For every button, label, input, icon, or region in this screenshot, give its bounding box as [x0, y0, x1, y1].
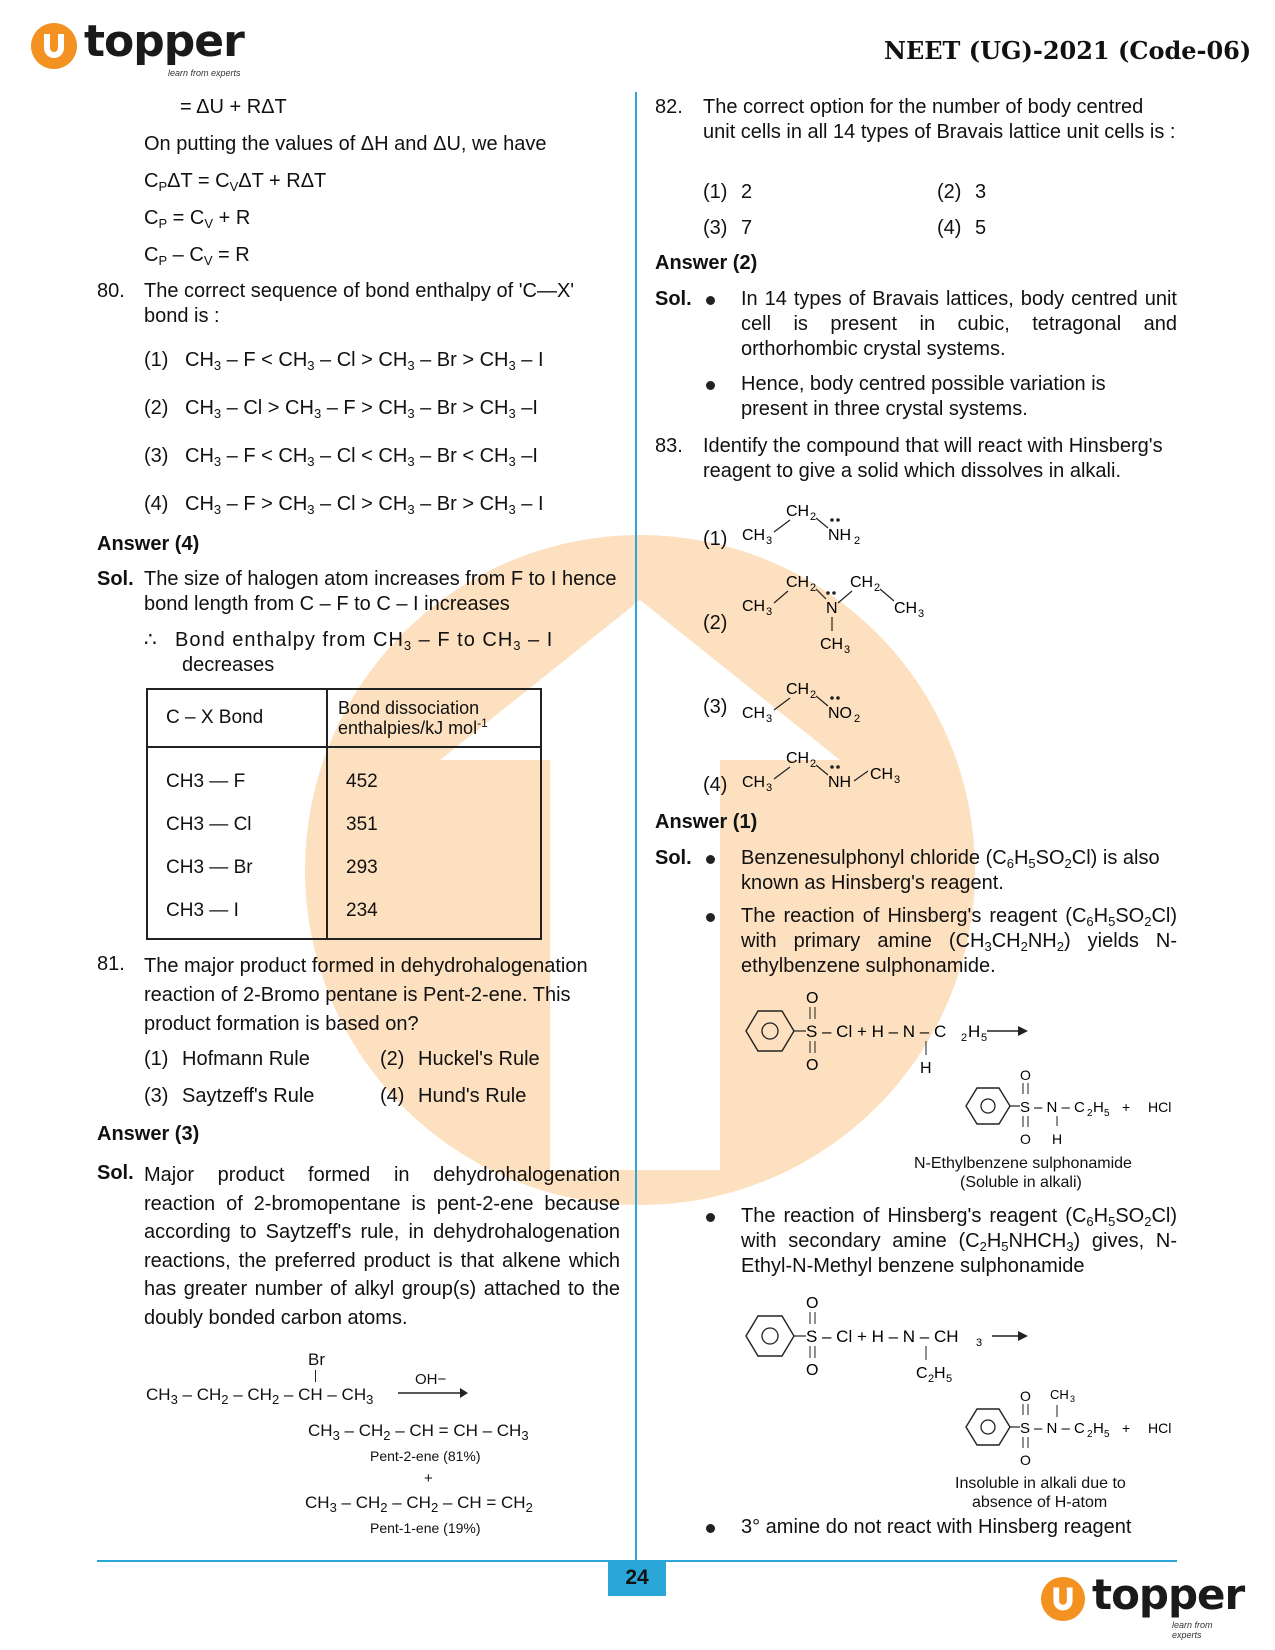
- svg-text:CH: CH: [786, 681, 810, 698]
- svg-text:H: H: [1093, 1420, 1104, 1437]
- q80-option-1-text: $CH_3 - F < CH_3 - Cl > CH_3 - Br > CH_3 - I$: [185, 349, 544, 373]
- q81-option-3-num: (3): [144, 1085, 169, 1107]
- svg-text:2: 2: [928, 1373, 935, 1385]
- hinsberg-product-2: [962, 1383, 1177, 1473]
- q82-number: 82.: [655, 96, 683, 118]
- table-header-enthalpy-text: Bond dissociation enthalpies/kJ mol: [338, 698, 480, 738]
- bond-enthalpy-table: [146, 688, 542, 940]
- svg-text:3: 3: [894, 774, 901, 786]
- table-row: [147, 846, 541, 889]
- topper-u-icon: [1040, 1576, 1086, 1622]
- q80-question: The correct sequence of bond enthalpy of 'C—X' bond is :: [144, 280, 575, 327]
- q83-option-4-num: (4): [703, 774, 728, 796]
- reaction-reagent: OH−: [415, 1371, 447, 1388]
- svg-text:H: H: [968, 1022, 981, 1041]
- table-value-cell: 293: [327, 846, 541, 889]
- q82-option-2-text: 3: [975, 181, 987, 203]
- structure-nitroethane: [738, 676, 878, 726]
- q82-question: The correct option for the number of body centred unit cells in all 14 types of Bravais lattice unit cells is :: [703, 96, 1176, 143]
- svg-text:2: 2: [1087, 1108, 1093, 1119]
- q82-bullet-1: In 14 types of Bravais lattices, body centred unit cell is present in cubic, tetragonal and orthorhombic crystal systems.: [741, 288, 1177, 360]
- svg-text:2: 2: [874, 582, 881, 594]
- svg-text:5: 5: [1104, 1108, 1110, 1119]
- exam-title: NEET (UG)-2021 (Code-06): [884, 36, 1252, 65]
- svg-text:2: 2: [810, 758, 817, 770]
- svg-text:2: 2: [810, 582, 817, 594]
- q81-answer: Answer (3): [97, 1123, 200, 1145]
- reaction-plus: +: [424, 1470, 433, 1487]
- q83-sol-label: Sol.: [655, 847, 692, 869]
- q80-sol-label: Sol.: [97, 568, 134, 590]
- q82-option-1-num: (1): [703, 181, 728, 203]
- q82-option-3-text: 7: [741, 217, 753, 239]
- svg-text:3: 3: [844, 644, 851, 655]
- q83-option-3-num: (3): [703, 696, 728, 718]
- q82-option-4-num: (4): [937, 217, 962, 239]
- q80-option-2-text: $CH_3 - Cl > CH_3 - F > CH_3 - Br > CH_3$ –I: [185, 397, 538, 421]
- product-2-note: absence of H-atom: [972, 1494, 1108, 1511]
- svg-text:C: C: [916, 1365, 928, 1382]
- svg-text:– N – C: – N – C: [1034, 1420, 1085, 1437]
- q83-option-1-num: (1): [703, 528, 728, 550]
- q80-sol-text: The size of halogen atom increases from F to I hence bond length from C – F to C – I increases: [144, 568, 617, 615]
- table-value-cell: 452: [327, 747, 541, 803]
- svg-text:3: 3: [766, 782, 773, 794]
- svg-text:HCl: HCl: [1148, 1099, 1172, 1115]
- q83-bullet-4-icon: [706, 1524, 715, 1533]
- q80-therefore: ∴: [144, 629, 157, 651]
- product-1-label: N-Ethylbenzene sulphonamide: [914, 1155, 1132, 1172]
- svg-text:CH: CH: [870, 766, 894, 783]
- svg-text:H: H: [934, 1365, 946, 1382]
- q81-number: 81.: [97, 953, 125, 975]
- svg-text:CH: CH: [1050, 1387, 1069, 1402]
- svg-text:2: 2: [854, 535, 861, 547]
- svg-text:CH: CH: [742, 705, 766, 722]
- table-bond-cell: CH3 — I: [166, 899, 239, 921]
- q81-sol-text: Major product formed in dehydrohalogenation reaction of 2-bromopentane is pent-2-ene because according to Saytzeff's rule, in dehydrohalogenation reactions, the preferred product is that alkene which has greater number of alkyl group(s) attached to the doubly bonded carbon atoms.: [144, 1164, 620, 1329]
- svg-text:S: S: [806, 1327, 818, 1346]
- q80-option-4-num: (4): [144, 493, 169, 515]
- q81-option-3-text: Saytzeff's Rule: [182, 1085, 315, 1107]
- svg-text:2: 2: [810, 511, 817, 523]
- reaction-product-1-label: Pent-2-ene (81%): [370, 1448, 481, 1464]
- svg-text:3: 3: [1070, 1394, 1076, 1404]
- q82-bullet-1-icon: [706, 296, 715, 305]
- q81-sol-label: Sol.: [97, 1162, 134, 1184]
- svg-text:+: +: [1122, 1420, 1131, 1436]
- table-bond-cell: CH3 — F: [166, 770, 246, 792]
- q83-bullet-4: 3° amine do not react with Hinsberg reagent: [741, 1516, 1132, 1538]
- q81-question: The major product formed in dehydrohalogenation reaction of 2-Bromo pentane is Pent-2-ene. This product formation is based on?: [144, 955, 588, 1035]
- svg-text:3: 3: [918, 608, 925, 620]
- column-divider: [635, 92, 637, 1572]
- q82-option-1-text: 2: [741, 181, 753, 203]
- q83-bullet-1: Benzenesulphonyl chloride $(C_6H_5SO_2Cl)$ is also known as Hinsberg's reagent.: [741, 847, 1160, 894]
- table-value-cell: 351: [327, 803, 541, 846]
- footer-tagline: learn from experts: [1172, 1620, 1213, 1640]
- svg-text:CH: CH: [786, 503, 810, 520]
- q80-option-3-text: $CH_3 - F < CH_3 - Cl < CH_3 - Br < CH_3$ –I: [185, 445, 538, 469]
- cont-line-1: = ΔU + RΔT: [180, 96, 287, 118]
- reaction-reactant: $CH_3 - CH_2 - CH_2$ – CH – $CH_3$: [146, 1385, 374, 1407]
- svg-text:S: S: [1020, 1420, 1031, 1437]
- q82-bullet-2: Hence, body centred possible variation is present in three crystal systems.: [741, 373, 1106, 420]
- product-2-label: Insoluble in alkali due to: [955, 1475, 1126, 1492]
- q83-bullet-3-icon: [706, 1213, 715, 1222]
- hinsberg-reaction-2: [742, 1290, 1032, 1385]
- q81-option-2-num: (2): [380, 1048, 405, 1070]
- equation-cp-cv-3: $C_P - C_V = R$: [144, 244, 250, 268]
- q80-option-1-num: (1): [144, 349, 169, 371]
- svg-text:+: +: [1122, 1099, 1131, 1115]
- svg-text:O: O: [1020, 1067, 1031, 1083]
- svg-text:.: .: [758, 1005, 759, 1006]
- q83-answer: Answer (1): [655, 811, 758, 833]
- structure-ethylamine: [738, 498, 878, 548]
- q83-bullet-3: The reaction of Hinsberg's reagent $(C_6H_5SO_2Cl)$ with secondary amine $(C_2H_5NHCH_3)$ gives, N-Ethyl-N-Methyl benzene sulphonamide: [741, 1205, 1178, 1277]
- svg-text:2: 2: [1087, 1429, 1093, 1440]
- table-header-row: [147, 689, 541, 747]
- q82-answer: Answer (2): [655, 252, 758, 274]
- svg-text:H: H: [1093, 1099, 1104, 1116]
- header-tagline: learn from experts: [168, 68, 241, 78]
- svg-text:5: 5: [946, 1373, 953, 1385]
- table-value-cell: 234: [327, 889, 541, 939]
- svg-text:5: 5: [981, 1032, 988, 1044]
- svg-text:O: O: [806, 1057, 819, 1074]
- svg-text:2: 2: [854, 713, 861, 725]
- svg-text:H: H: [1052, 1131, 1063, 1147]
- q83-number: 83.: [655, 435, 683, 457]
- table-header-enthalpy: Bond dissociation enthalpies/kJ mol$^{-1}$: [327, 689, 541, 747]
- svg-text:O: O: [1020, 1452, 1031, 1468]
- q82-option-3-num: (3): [703, 217, 728, 239]
- svg-text:O: O: [806, 1362, 819, 1379]
- topper-u-icon: [30, 22, 78, 70]
- footer-logo: [1040, 1570, 1245, 1640]
- table-header-bond: C – X Bond: [147, 689, 327, 747]
- svg-text:5: 5: [1104, 1429, 1110, 1440]
- svg-text:O: O: [806, 990, 819, 1007]
- cont-line-2: On putting the values of ΔH and ΔU, we have: [144, 133, 547, 155]
- svg-text:H: H: [920, 1060, 932, 1077]
- svg-text:O: O: [806, 1295, 819, 1312]
- q80-option-2-num: (2): [144, 397, 169, 419]
- reaction-arrow-icon: [398, 1387, 468, 1399]
- q80-answer: Answer (4): [97, 533, 200, 555]
- q81-option-4-text: Hund's Rule: [418, 1085, 527, 1107]
- svg-text:N: N: [826, 600, 838, 617]
- svg-text:CH: CH: [820, 636, 844, 653]
- page-number: 24: [608, 1560, 666, 1596]
- svg-text:2: 2: [961, 1032, 968, 1044]
- product-1-note: (Soluble in alkali): [960, 1174, 1082, 1191]
- q82-option-4-text: 5: [975, 217, 987, 239]
- svg-text:CH: CH: [742, 774, 766, 791]
- q82-bullet-2-icon: [706, 381, 715, 390]
- q80-sol-text-2: decreases: [182, 654, 275, 676]
- reaction-br-bond: [315, 1370, 316, 1382]
- table-bond-cell: CH3 — Cl: [166, 813, 252, 835]
- reaction-br: Br: [308, 1350, 325, 1369]
- svg-text:3: 3: [976, 1337, 983, 1349]
- svg-text:S: S: [1020, 1099, 1031, 1116]
- svg-text:2: 2: [810, 689, 817, 701]
- reaction-product-2: $CH_3 - CH_2 - CH_2$ – CH = $CH_2$: [305, 1493, 533, 1515]
- structure-triethylamine: [738, 565, 938, 655]
- svg-text:CH: CH: [742, 527, 766, 544]
- svg-text:3: 3: [766, 713, 773, 725]
- footer-brand: topper: [1092, 1570, 1245, 1619]
- q80-sol-line: Bond enthalpy from $CH_3$ – F to $CH_3$ – I: [175, 629, 554, 653]
- svg-text:CH: CH: [786, 750, 810, 767]
- svg-text:– Cl + H – N – CH: – Cl + H – N – CH: [822, 1327, 959, 1346]
- svg-text:3: 3: [766, 606, 773, 618]
- svg-text:S: S: [806, 1022, 818, 1041]
- svg-text:NO: NO: [828, 705, 852, 722]
- q80-option-4-text: $CH_3 - F > CH_3 - Cl > CH_3 - Br > CH_3 - I$: [185, 493, 544, 517]
- svg-text:– N – C: – N – C: [1034, 1099, 1085, 1116]
- svg-text:O: O: [1020, 1131, 1031, 1147]
- svg-text:– Cl + H – N – C: – Cl + H – N – C: [822, 1022, 947, 1041]
- table-row: [147, 747, 541, 803]
- hinsberg-product-1: [962, 1062, 1177, 1152]
- q83-bullet-2: The reaction of Hinsberg's reagent $(C_6H_5SO_2Cl)$ with primary amine $(CH_3CH_2NH_2)$ yields N-ethylbenzene sulphonamide.: [741, 905, 1177, 977]
- svg-text:CH: CH: [850, 574, 874, 591]
- q83-bullet-1-icon: [706, 855, 715, 864]
- q80-option-3-num: (3): [144, 445, 169, 467]
- equation-cp-cv-2: $C_P = C_V + R$: [144, 207, 251, 231]
- table-row: [147, 889, 541, 939]
- header-logo: [30, 18, 260, 84]
- svg-text:CH: CH: [742, 598, 766, 615]
- q82-sol-label: Sol.: [655, 288, 692, 310]
- reaction-product-1: $CH_3 - CH_2$ – CH = CH – $CH_3$: [308, 1421, 529, 1443]
- svg-text:NH: NH: [828, 527, 852, 544]
- svg-text:CH: CH: [894, 600, 918, 617]
- svg-text:CH: CH: [786, 574, 810, 591]
- q81-option-1-text: Hofmann Rule: [182, 1048, 310, 1070]
- structure-ethylmethylamine: [738, 745, 918, 795]
- reaction-product-2-label: Pent-1-ene (19%): [370, 1520, 481, 1536]
- q81-option-4-num: (4): [380, 1085, 405, 1107]
- equation-cp-cv-1: $C_P\Delta T = C_V\Delta T + R\Delta T$: [144, 170, 327, 194]
- table-row: [147, 803, 541, 846]
- q81-option-2-text: Huckel's Rule: [418, 1048, 540, 1070]
- svg-text:NH: NH: [828, 774, 852, 791]
- q82-option-2-num: (2): [937, 181, 962, 203]
- q81-option-1-num: (1): [144, 1048, 169, 1070]
- svg-text:HCl: HCl: [1148, 1420, 1172, 1436]
- q83-question: Identify the compound that will react with Hinsberg's reagent to give a solid which dissolves in alkali.: [703, 435, 1163, 482]
- header-brand: topper: [84, 16, 244, 67]
- q80-number: 80.: [97, 280, 125, 302]
- svg-text:O: O: [1020, 1388, 1031, 1404]
- q83-option-2-num: (2): [703, 612, 728, 634]
- table-bond-cell: CH3 — Br: [166, 856, 253, 878]
- q83-bullet-2-icon: [706, 913, 715, 922]
- svg-text:3: 3: [766, 535, 773, 547]
